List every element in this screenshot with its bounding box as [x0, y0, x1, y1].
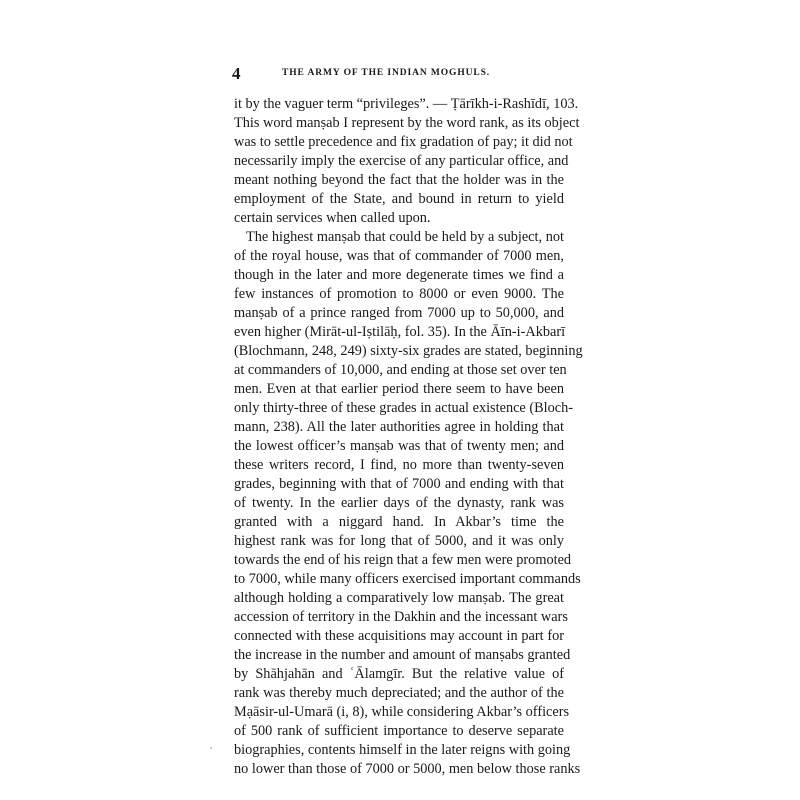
text-line: at commanders of 10,000, and ending at those set over ten: [234, 362, 567, 378]
running-head: [232, 66, 564, 84]
text-line: connected with these acquisitions may account in part for: [234, 628, 564, 644]
text-line: accession of territory in the Dakhin and the incessant wars: [234, 609, 568, 625]
text-line: men. Even at that earlier period there seem to have been: [234, 381, 564, 397]
text-line: though in the later and more degenerate times we find a: [234, 267, 564, 283]
text-line: to 7000, while many officers exercised important commands: [234, 571, 581, 587]
text-line: meant nothing beyond the fact that the holder was in the: [234, 172, 564, 188]
text-line: biographies, contents himself in the later reigns with going: [234, 742, 571, 758]
text-line: these writers record, I find, no more than twenty-seven: [234, 457, 564, 473]
text-line: of 500 rank of sufficient importance to deserve separate: [234, 723, 564, 739]
text-line: manṣab of a prince ranged from 7000 up to 50,000, and: [234, 305, 564, 321]
text-line: it by the vaguer term “privileges”. — Ṭārīkh-i-Rashīdī, 103.: [234, 96, 579, 112]
text-line: few instances of promotion to 8000 or even 9000. The: [234, 286, 564, 302]
text-line: by Shāhjahān and ʿĀlamgīr. But the relative value of: [234, 666, 564, 682]
text-line: The highest manṣab that could be held by a subject, not: [246, 229, 564, 245]
text-line: although holding a comparatively low manṣab. The great: [234, 590, 564, 606]
text-line: of twenty. In the earlier days of the dynasty, rank was: [234, 495, 564, 511]
text-line: no lower than those of 7000 or 5000, men below those ranks: [234, 761, 581, 777]
page-number: 4: [232, 64, 241, 83]
text-line: the lowest officer’s manṣab was that of twenty men; and: [234, 438, 564, 454]
text-line: rank was thereby much depreciated; and the author of the: [234, 685, 564, 701]
text-line: (Blochmann, 248, 249) sixty-six grades are stated, beginning: [234, 343, 583, 359]
text-line: the increase in the number and amount of manṣabs granted: [234, 647, 571, 663]
text-line: only thirty-three of these grades in actual existence (Bloch-: [234, 400, 574, 416]
running-title: THE ARMY OF THE INDIAN MOGHULS.: [282, 68, 491, 78]
text-line: of the royal house, was that of commander of 7000 men,: [234, 248, 564, 264]
body-text: [234, 95, 583, 779]
text-line: Mạāsir-ul-Umarā (i, 8), while considering Akbar’s officers: [234, 704, 570, 720]
text-line: towards the end of his reign that a few men were promoted: [234, 552, 572, 568]
text-line: granted with a niggard hand. In Akbar’s time the: [234, 514, 564, 530]
text-line: even higher (Mirāt-ul-Iṣtilāḥ, fol. 35). In the Āīn-i-Akbarī: [234, 324, 566, 340]
text-line: highest rank was for long that of 5000, and it was only: [234, 533, 564, 549]
text-line: grades, beginning with that of 7000 and ending with that: [234, 476, 564, 492]
text-line: employment of the State, and bound in return to yield: [234, 191, 564, 207]
paper-speck: [210, 747, 212, 749]
text-line: necessarily imply the exercise of any particular office, and: [234, 153, 569, 169]
text-line: certain services when called upon.: [234, 210, 431, 226]
text-line: mann, 238). All the later authorities agree in holding that: [234, 419, 564, 435]
text-line: This word manṣab I represent by the word rank, as its object: [234, 115, 580, 131]
text-line: was to settle precedence and fix gradation of pay; it did not: [234, 134, 573, 150]
